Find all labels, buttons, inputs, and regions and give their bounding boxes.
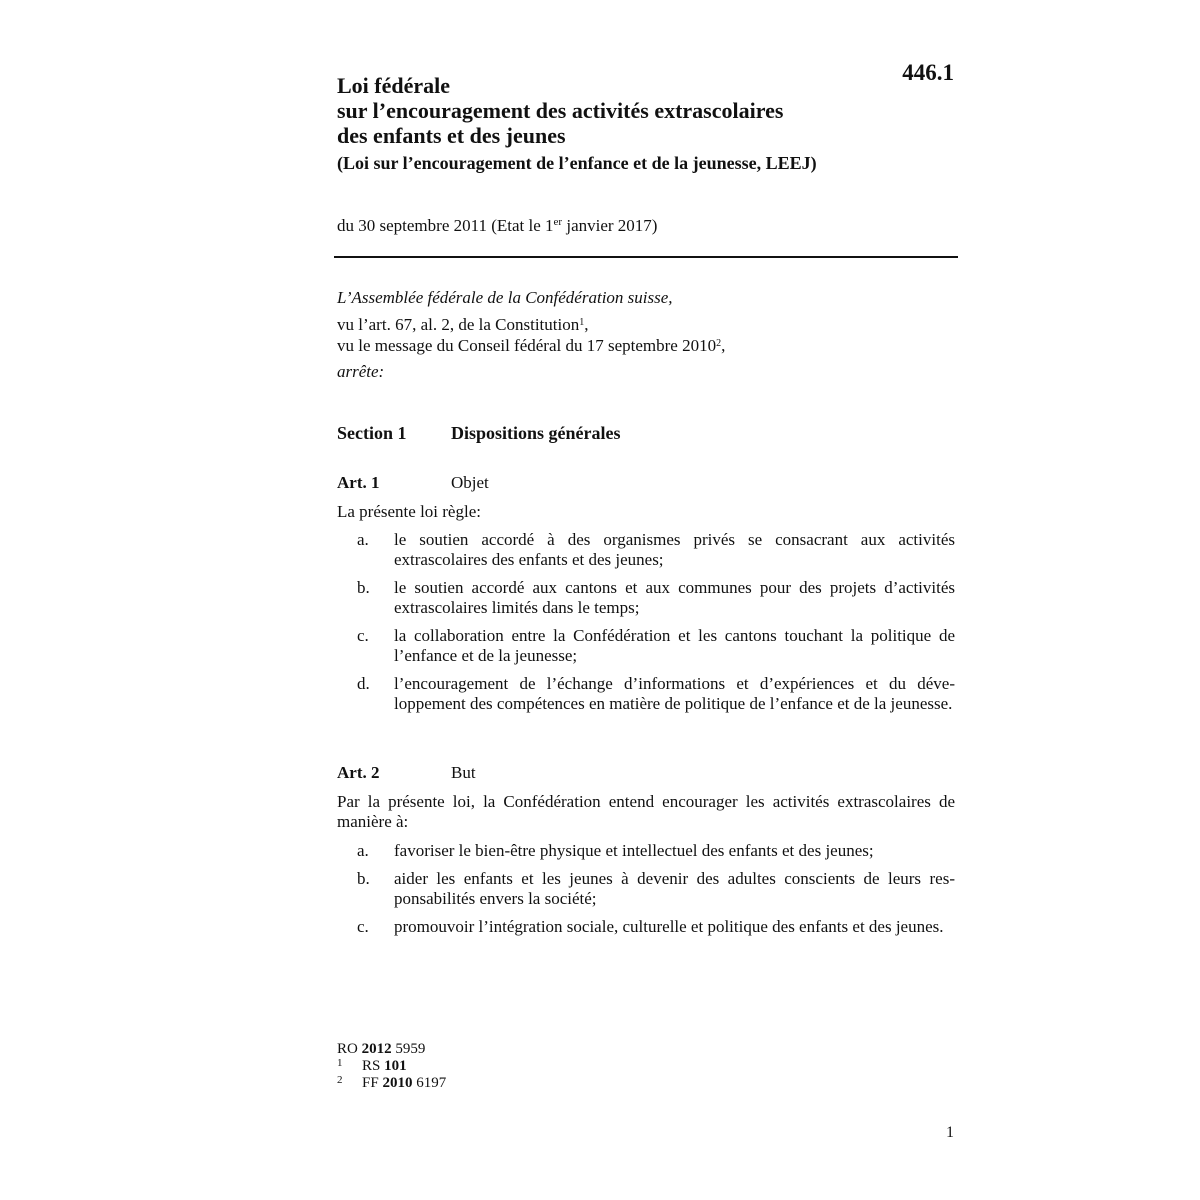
footnote-prefix: FF	[362, 1075, 383, 1091]
ro-reference	[337, 1041, 446, 1058]
article-1-list	[357, 530, 955, 722]
article-label: Art. 2	[337, 763, 380, 782]
list-item	[357, 674, 955, 714]
section-label: Section 1	[337, 423, 407, 443]
footnote-ref: 2010	[382, 1075, 413, 1091]
list-text: le soutien accordé à des organismes privés se consacrant aux activités extrascolaires des enfants et des jeunes;	[394, 530, 955, 569]
footnote-number: 1	[337, 1057, 343, 1069]
list-text: favoriser le bien-être physique et intellectuel des enfants et des jeunes;	[394, 841, 874, 860]
header-divider	[334, 256, 958, 258]
footnote-number: 2	[337, 1074, 343, 1086]
message-text: vu le message du Conseil fédéral du 17 septembre 2010	[337, 336, 717, 355]
constitution-line	[337, 314, 957, 335]
law-subtitle: (Loi sur l’encouragement de l’enfance et de la jeunesse, LEEJ)	[337, 153, 817, 173]
article-title: But	[451, 763, 476, 782]
footnotes	[337, 1041, 446, 1092]
list-item	[357, 626, 955, 666]
ro-page: 5959	[391, 1041, 426, 1057]
constitution-text: vu l’art. 67, al. 2, de la Constitution	[337, 315, 580, 334]
title-line: sur l’encouragement des activités extrascolaires	[337, 98, 784, 123]
ro-year: 2012	[361, 1041, 392, 1057]
footnote-ref: 101	[384, 1058, 407, 1074]
article-1-intro: La présente loi règle:	[337, 502, 481, 521]
list-item	[357, 917, 955, 937]
decree-line: arrête:	[337, 362, 385, 381]
list-item	[357, 530, 955, 570]
date-line	[337, 216, 657, 236]
footnote-ref-1[interactable]: 1	[579, 317, 585, 328]
list-item	[357, 869, 955, 909]
page-number: 1	[946, 1124, 954, 1141]
footnote-suffix: 6197	[412, 1075, 447, 1091]
list-text: la collaboration entre la Confédération et les cantons touchant la politique de l’enfance et de la jeunesse;	[394, 626, 955, 665]
footnote-1	[337, 1058, 446, 1075]
article-1-heading	[337, 473, 489, 493]
list-text: l’encouragement de l’échange d’informations et d’expériences et du développement des compétences en matière de politique de l’enfance et de la jeunesse.	[394, 674, 955, 713]
list-text: le soutien accordé aux cantons et aux communes pour des projets d’activités extrascolaires limités dans le temps;	[394, 578, 955, 617]
constitution-end: ,	[584, 315, 589, 334]
article-label: Art. 1	[337, 473, 380, 492]
list-letter: d.	[357, 674, 370, 693]
title-line: Loi fédérale	[337, 73, 451, 98]
list-letter: b.	[357, 869, 370, 888]
date-suffix: janvier 2017)	[562, 216, 658, 235]
list-text: promouvoir l’intégration sociale, culturelle et politique des enfants et des jeunes.	[394, 917, 944, 936]
article-2-intro: Par la présente loi, la Confédération entend encourager les activités extrascolaires de manière à:	[337, 792, 955, 831]
message-line	[337, 335, 957, 356]
date-prefix: du 30 septembre 2011 (Etat le 1	[337, 216, 554, 235]
list-letter: b.	[357, 578, 370, 597]
footnote-prefix: RS	[362, 1058, 385, 1074]
preamble	[337, 287, 957, 382]
footnote-text	[337, 1058, 407, 1074]
date-superscript: er	[553, 216, 563, 228]
law-title	[337, 73, 937, 174]
section-heading	[337, 423, 621, 444]
list-letter: c.	[357, 917, 369, 936]
list-letter: a.	[357, 530, 369, 549]
sr-number: 446.1	[902, 60, 954, 85]
footnote-text	[337, 1075, 446, 1091]
footnote-ref-2[interactable]: 2	[716, 338, 722, 349]
ro-prefix: RO	[337, 1041, 362, 1057]
list-text: aider les enfants et les jeunes à devenir des adultes conscients de leurs responsabilités envers la société;	[394, 869, 955, 908]
list-item	[357, 578, 955, 618]
list-letter: a.	[357, 841, 369, 860]
article-title: Objet	[451, 473, 489, 492]
section-title: Dispositions générales	[451, 423, 621, 443]
article-2-list	[357, 841, 955, 945]
message-end: ,	[721, 336, 726, 355]
footnote-2	[337, 1075, 446, 1092]
list-item	[357, 841, 955, 861]
title-line: des enfants et des jeunes	[337, 123, 566, 148]
list-letter: c.	[357, 626, 369, 645]
assembly-line: L’Assemblée fédérale de la Confédération suisse,	[337, 288, 673, 307]
article-2-heading	[337, 763, 476, 783]
